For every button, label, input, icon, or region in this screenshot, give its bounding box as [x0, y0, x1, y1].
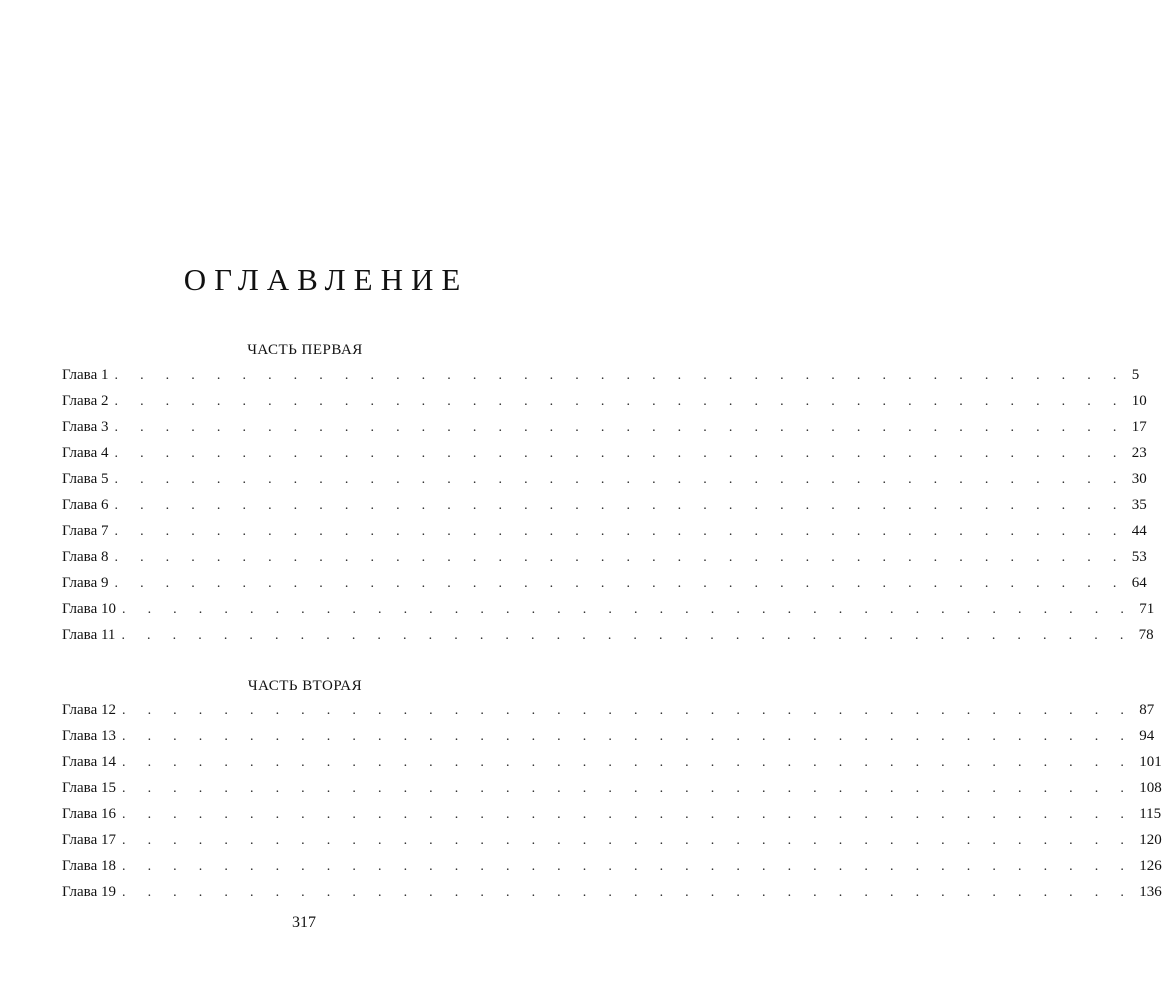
- toc-entry[interactable]: [62, 723, 1155, 749]
- dot-leader: . . . . . . . . . . . . . . . . . . . . . . . . . . . . . . . . . . . . . . . .: [114, 524, 1126, 539]
- dot-leader: . . . . . . . . . . . . . . . . . . . . . . . . . . . . . . . . . . . . . . . .: [121, 602, 1134, 617]
- chapter-page: 23: [1131, 445, 1147, 461]
- chapter-label: Глава 11: [62, 627, 116, 643]
- toc-entry[interactable]: [62, 414, 1147, 440]
- page-title: ОГЛАВЛЕНИЕ: [183, 262, 469, 297]
- chapter-page: 64: [1131, 575, 1147, 591]
- toc-entry[interactable]: [62, 518, 1147, 544]
- chapter-label: Глава 18: [62, 858, 116, 874]
- toc-entry[interactable]: [62, 853, 1162, 879]
- dot-leader: . . . . . . . . . . . . . . . . . . . . . . . . . . . . . . . . . . . . . . . .: [121, 807, 1134, 822]
- toc-entry[interactable]: [62, 440, 1147, 466]
- toc-entry[interactable]: [62, 570, 1147, 596]
- chapter-page: 10: [1131, 393, 1147, 409]
- dot-leader: . . . . . . . . . . . . . . . . . . . . . . . . . . . . . . . . . . . . . . . .: [121, 833, 1134, 848]
- chapter-label: Глава 16: [62, 806, 116, 822]
- toc-entry[interactable]: [62, 492, 1147, 518]
- toc-entry[interactable]: [62, 622, 1154, 648]
- chapter-label: Глава 10: [62, 601, 116, 617]
- toc-list-part-2: [62, 697, 1162, 905]
- chapter-label: Глава 13: [62, 728, 116, 744]
- chapter-page: 136: [1139, 884, 1162, 900]
- toc-entry[interactable]: [62, 801, 1162, 827]
- page-number: 317: [292, 914, 316, 931]
- dot-leader: . . . . . . . . . . . . . . . . . . . . . . . . . . . . . . . . . . . . . . . .: [114, 550, 1126, 565]
- chapter-page: 78: [1138, 627, 1154, 643]
- dot-leader: . . . . . . . . . . . . . . . . . . . . . . . . . . . . . . . . . . . . . . . .: [121, 885, 1134, 900]
- chapter-label: Глава 12: [62, 702, 116, 718]
- chapter-page: 53: [1131, 549, 1147, 565]
- toc-list-part-1: [62, 362, 1155, 648]
- chapter-page: 87: [1139, 702, 1155, 718]
- chapter-page: 94: [1139, 728, 1155, 744]
- chapter-label: Глава 3: [62, 419, 109, 435]
- chapter-page: 115: [1139, 806, 1162, 822]
- toc-entry[interactable]: [62, 749, 1162, 775]
- dot-leader: . . . . . . . . . . . . . . . . . . . . . . . . . . . . . . . . . . . . . . . .: [121, 755, 1134, 770]
- toc-entry[interactable]: [62, 466, 1147, 492]
- dot-leader: . . . . . . . . . . . . . . . . . . . . . . . . . . . . . . . . . . . . . . . .: [114, 368, 1126, 383]
- chapter-label: Глава 5: [62, 471, 109, 487]
- chapter-page: 126: [1139, 858, 1162, 874]
- chapter-page: 120: [1139, 832, 1162, 848]
- chapter-label: Глава 2: [62, 393, 109, 409]
- dot-leader: . . . . . . . . . . . . . . . . . . . . . . . . . . . . . . . . . . . . . . . .: [121, 703, 1134, 718]
- chapter-page: 108: [1139, 780, 1162, 796]
- dot-leader: . . . . . . . . . . . . . . . . . . . . . . . . . . . . . . . . . . . . . . . .: [121, 781, 1134, 796]
- chapter-page: 17: [1131, 419, 1147, 435]
- toc-entry[interactable]: [62, 544, 1147, 570]
- dot-leader: . . . . . . . . . . . . . . . . . . . . . . . . . . . . . . . . . . . . . . . .: [114, 420, 1126, 435]
- dot-leader: . . . . . . . . . . . . . . . . . . . . . . . . . . . . . . . . . . . . . . . .: [114, 394, 1126, 409]
- chapter-page: 30: [1131, 471, 1147, 487]
- chapter-label: Глава 8: [62, 549, 109, 565]
- chapter-label: Глава 14: [62, 754, 116, 770]
- dot-leader: . . . . . . . . . . . . . . . . . . . . . . . . . . . . . . . . . . . . . . . .: [121, 859, 1134, 874]
- toc-entry[interactable]: [62, 827, 1162, 853]
- chapter-label: Глава 4: [62, 445, 109, 461]
- chapter-page: 71: [1139, 601, 1155, 617]
- toc-entry[interactable]: [62, 362, 1140, 388]
- dot-leader: . . . . . . . . . . . . . . . . . . . . . . . . . . . . . . . . . . . . . . . .: [114, 446, 1126, 461]
- chapter-page: 35: [1131, 497, 1147, 513]
- chapter-label: Глава 19: [62, 884, 116, 900]
- chapter-label: Глава 17: [62, 832, 116, 848]
- chapter-page: 101: [1139, 754, 1162, 770]
- dot-leader: . . . . . . . . . . . . . . . . . . . . . . . . . . . . . . . . . . . . . . . .: [114, 472, 1126, 487]
- dot-leader: . . . . . . . . . . . . . . . . . . . . . . . . . . . . . . . . . . . . . . . .: [121, 729, 1134, 744]
- toc-entry[interactable]: [62, 388, 1147, 414]
- toc-entry[interactable]: [62, 596, 1155, 622]
- chapter-page: 5: [1131, 367, 1140, 383]
- toc-entry[interactable]: [62, 879, 1162, 905]
- toc-entry[interactable]: [62, 697, 1155, 723]
- chapter-label: Глава 7: [62, 523, 109, 539]
- dot-leader: . . . . . . . . . . . . . . . . . . . . . . . . . . . . . . . . . . . . . . . .: [121, 628, 1133, 643]
- chapter-page: 44: [1131, 523, 1147, 539]
- chapter-label: Глава 15: [62, 780, 116, 796]
- toc-entry[interactable]: [62, 775, 1162, 801]
- dot-leader: . . . . . . . . . . . . . . . . . . . . . . . . . . . . . . . . . . . . . . . .: [114, 498, 1126, 513]
- dot-leader: . . . . . . . . . . . . . . . . . . . . . . . . . . . . . . . . . . . . . . . .: [114, 576, 1126, 591]
- chapter-label: Глава 6: [62, 497, 109, 513]
- chapter-label: Глава 1: [62, 367, 109, 383]
- part-heading-2: ЧАСТЬ ВТОРАЯ: [247, 678, 363, 694]
- chapter-label: Глава 9: [62, 575, 109, 591]
- part-heading-1: ЧАСТЬ ПЕРВАЯ: [247, 342, 363, 358]
